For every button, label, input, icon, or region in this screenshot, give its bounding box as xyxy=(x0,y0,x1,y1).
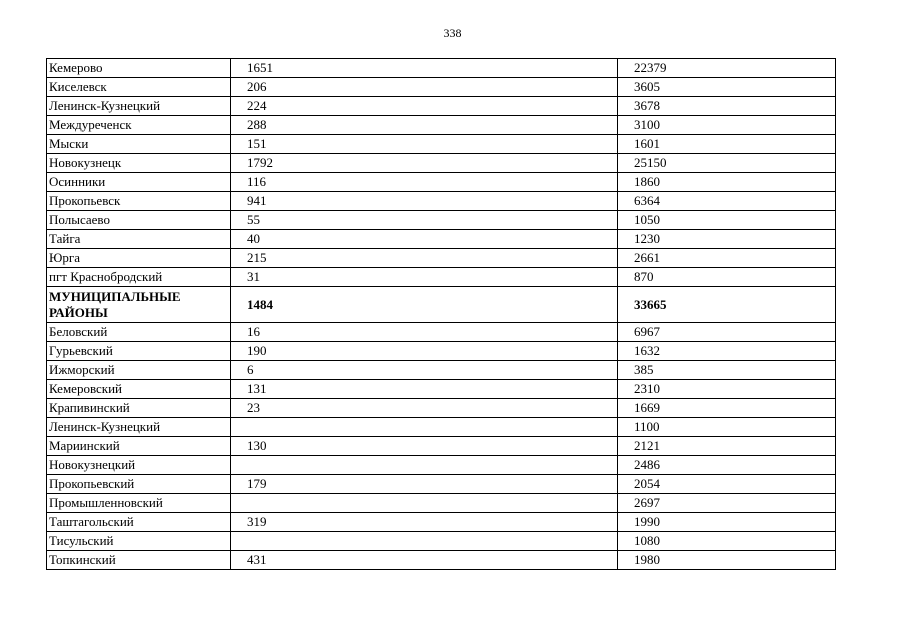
row-value-b-cell: 385 xyxy=(618,361,836,380)
row-name-cell: Ленинск-Кузнецкий xyxy=(47,97,231,116)
row-value-b-cell: 22379 xyxy=(618,59,836,78)
row-value-b-cell: 1050 xyxy=(618,211,836,230)
row-name-cell: Гурьевский xyxy=(47,342,231,361)
row-value-b-cell: 6364 xyxy=(618,192,836,211)
row-name-cell: Мариинский xyxy=(47,437,231,456)
table-row xyxy=(47,211,836,230)
row-value-a-cell: 23 xyxy=(231,399,618,418)
row-value-b-cell: 1080 xyxy=(618,532,836,551)
row-value-a-cell: 1651 xyxy=(231,59,618,78)
row-value-a-cell: 431 xyxy=(231,551,618,570)
row-value-a-cell xyxy=(231,494,618,513)
row-name-cell: Тайга xyxy=(47,230,231,249)
table-row xyxy=(47,513,836,532)
row-value-b-cell: 6967 xyxy=(618,323,836,342)
row-value-b-cell: 1990 xyxy=(618,513,836,532)
row-value-b-cell: 3605 xyxy=(618,78,836,97)
table-row xyxy=(47,551,836,570)
table-row xyxy=(47,456,836,475)
row-value-b-cell: 3678 xyxy=(618,97,836,116)
table-row xyxy=(47,323,836,342)
row-name-cell: МУНИЦИПАЛЬНЫЕ РАЙОНЫ xyxy=(47,287,231,323)
row-value-b-cell: 1100 xyxy=(618,418,836,437)
table-row xyxy=(47,361,836,380)
row-name-cell: Новокузнецкий xyxy=(47,456,231,475)
table-row xyxy=(47,475,836,494)
row-value-b-cell: 1230 xyxy=(618,230,836,249)
row-name-cell: Таштагольский xyxy=(47,513,231,532)
row-value-a-cell: 55 xyxy=(231,211,618,230)
row-value-a-cell: 215 xyxy=(231,249,618,268)
table-row xyxy=(47,192,836,211)
row-value-a-cell: 1792 xyxy=(231,154,618,173)
row-name-cell: Прокопьевск xyxy=(47,192,231,211)
row-name-cell: Мыски xyxy=(47,135,231,154)
page-number: 338 xyxy=(443,26,462,40)
row-value-b-cell: 3100 xyxy=(618,116,836,135)
row-value-a-cell: 31 xyxy=(231,268,618,287)
row-value-a-cell: 941 xyxy=(231,192,618,211)
row-value-a-cell xyxy=(231,418,618,437)
row-value-a-cell: 116 xyxy=(231,173,618,192)
row-value-a-cell: 130 xyxy=(231,437,618,456)
row-name-cell: Междуреченск xyxy=(47,116,231,135)
table-row xyxy=(47,78,836,97)
row-value-a-cell: 319 xyxy=(231,513,618,532)
row-value-b-cell: 33665 xyxy=(618,287,836,323)
row-value-a-cell xyxy=(231,532,618,551)
row-name-cell: Прокопьевский xyxy=(47,475,231,494)
row-name-cell: Ижморский xyxy=(47,361,231,380)
row-value-a-cell: 179 xyxy=(231,475,618,494)
table-row xyxy=(47,116,836,135)
row-value-b-cell: 870 xyxy=(618,268,836,287)
row-value-b-cell: 1601 xyxy=(618,135,836,154)
row-name-cell: Полысаево xyxy=(47,211,231,230)
table-row xyxy=(47,287,836,323)
table-row xyxy=(47,399,836,418)
row-value-a-cell: 131 xyxy=(231,380,618,399)
row-name-cell: Киселевск xyxy=(47,78,231,97)
table-row xyxy=(47,342,836,361)
row-name-cell: Тисульский xyxy=(47,532,231,551)
row-name-cell: Новокузнецк xyxy=(47,154,231,173)
table-row xyxy=(47,494,836,513)
table-row xyxy=(47,418,836,437)
table-row xyxy=(47,380,836,399)
row-value-a-cell: 1484 xyxy=(231,287,618,323)
row-value-b-cell: 1980 xyxy=(618,551,836,570)
table-row xyxy=(47,154,836,173)
row-name-cell: Промышленновский xyxy=(47,494,231,513)
row-value-b-cell: 2121 xyxy=(618,437,836,456)
table-row xyxy=(47,532,836,551)
row-value-b-cell: 25150 xyxy=(618,154,836,173)
row-name-cell: Кемеровский xyxy=(47,380,231,399)
row-value-a-cell: 40 xyxy=(231,230,618,249)
row-value-b-cell: 2486 xyxy=(618,456,836,475)
row-name-cell: Осинники xyxy=(47,173,231,192)
row-name-cell: пгт Краснобродский xyxy=(47,268,231,287)
row-value-b-cell: 2697 xyxy=(618,494,836,513)
table-row xyxy=(47,173,836,192)
data-table xyxy=(46,58,836,570)
row-value-b-cell: 2661 xyxy=(618,249,836,268)
row-value-a-cell: 224 xyxy=(231,97,618,116)
table-row xyxy=(47,268,836,287)
row-name-cell: Юрга xyxy=(47,249,231,268)
row-value-a-cell: 6 xyxy=(231,361,618,380)
row-value-b-cell: 1632 xyxy=(618,342,836,361)
table-row xyxy=(47,230,836,249)
table-row xyxy=(47,97,836,116)
row-value-b-cell: 2310 xyxy=(618,380,836,399)
row-value-a-cell: 288 xyxy=(231,116,618,135)
row-name-cell: Ленинск-Кузнецкий xyxy=(47,418,231,437)
row-value-b-cell: 1860 xyxy=(618,173,836,192)
table-row xyxy=(47,59,836,78)
row-value-a-cell: 16 xyxy=(231,323,618,342)
table-row xyxy=(47,249,836,268)
row-name-cell: Крапивинский xyxy=(47,399,231,418)
row-name-cell: Топкинский xyxy=(47,551,231,570)
row-value-a-cell: 206 xyxy=(231,78,618,97)
row-value-a-cell: 190 xyxy=(231,342,618,361)
row-name-cell: Кемерово xyxy=(47,59,231,78)
row-value-a-cell xyxy=(231,456,618,475)
row-name-cell: Беловский xyxy=(47,323,231,342)
table-row xyxy=(47,437,836,456)
table-body xyxy=(47,59,836,570)
row-value-a-cell: 151 xyxy=(231,135,618,154)
table-row xyxy=(47,135,836,154)
row-value-b-cell: 2054 xyxy=(618,475,836,494)
row-value-b-cell: 1669 xyxy=(618,399,836,418)
